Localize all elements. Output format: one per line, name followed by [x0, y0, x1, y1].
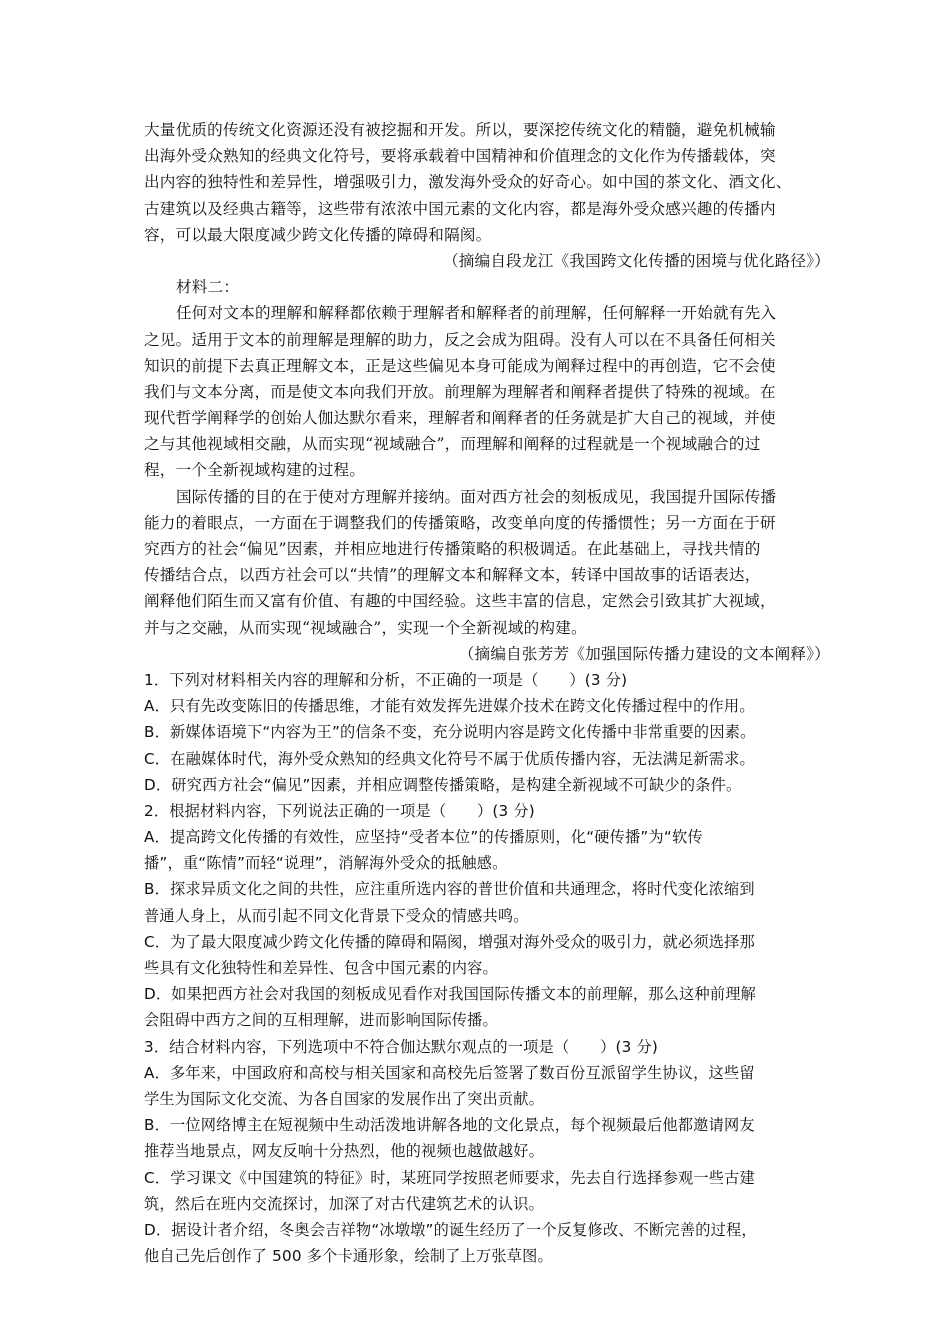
option-d: D．据设计者介绍，冬奥会吉祥物“冰墩墩”的诞生经历了一个反复修改、不断完善的过程， — [144, 1220, 757, 1239]
option-d: D．如果把西方社会对我国的刻板成见看作对我国国际传播文本的前理解，那么这种前理解 — [144, 985, 757, 1004]
text-line: 大量优质的传统文化资源还没有被挖掘和开发。所以，要深挖传统文化的精髓，避免机械输 — [144, 121, 776, 139]
option-b: B．新媒体语境下“内容为王”的信条不变，充分说明内容是跨文化传播中非常重要的因素。 — [144, 723, 756, 742]
material2-label: 材料二： — [176, 278, 240, 297]
option-c: C．在融媒体时代，海外受众熟知的经典文化符号不属于优质传播内容，无法满足新需求。 — [144, 749, 755, 768]
text-line: 任何对文本的理解和解释都依赖于理解者和解释者的前理解，任何解释一开始就有先入 — [176, 304, 777, 323]
text-line: 之与其他视域相交融，从而实现“视域融合”，而理解和阐释的过程就是一个视域融合的过 — [144, 435, 761, 454]
option-a: A．只有先改变陈旧的传播思维，才能有效发挥先进媒介技术在跨文化传播过程中的作用。 — [144, 697, 755, 716]
question-3 — [144, 1034, 830, 1270]
option-d-cont: 会阻碍中西方之间的互相理解，进而影响国际传播。 — [144, 1011, 498, 1030]
source-citation-2: （摘编自张芳芳《加强国际传播力建设的文本阐释》） — [458, 644, 830, 663]
option-b-cont: 普通人身上，从而引起不同文化背景下受众的情感共鸣。 — [144, 906, 529, 925]
option-b: B．探求异质文化之间的共性，应注重所选内容的普世价值和共通理念，将时代变化浓缩到 — [144, 880, 755, 899]
option-c-cont: 筑，然后在班内交流探讨，加深了对古代建筑艺术的认识。 — [144, 1194, 545, 1213]
question-2 — [144, 798, 830, 1034]
text-line: 程，一个全新视域构建的过程。 — [144, 461, 366, 480]
text-line: 究西方的社会“偏见”因素，并相应地进行传播策略的积极调适。在此基础上，寻找共情的 — [144, 540, 761, 558]
text-line: 容，可以最大限度减少跨文化传播的障碍和隔阂。 — [144, 225, 492, 244]
option-a: A．多年来，中国政府和高校与相关国家和高校先后签署了数百份互派留学生协议，这些留 — [144, 1063, 755, 1082]
question-1 — [144, 667, 830, 798]
text-line: 之见。适用于文本的前理解是理解的助力，反之会成为阻碍。没有人可以在不具备任何相关 — [144, 330, 776, 349]
text-line: 能力的着眼点，一方面在于调整我们的传播策略，改变单向度的传播惯性；另一方面在于研 — [144, 513, 776, 532]
source-citation-1: （摘编自段龙江《我国跨文化传播的困境与优化路径》） — [442, 251, 830, 270]
text-line: 出内容的独特性和差异性，增强吸引力，激发海外受众的好奇心。如中国的茶文化、酒文化、 — [144, 173, 792, 192]
question-stem: 2．根据材料内容，下列说法正确的一项是（ ）(3 分) — [144, 801, 535, 820]
material2-paragraph-2 — [144, 484, 830, 641]
text-line: 阐释他们陌生而又富有价值、有趣的中国经验。这些丰富的信息，定然会引致其扩大视域， — [144, 592, 776, 611]
option-b-cont: 推荐当地景点，网友反响十分热烈，他的视频也越做越好。 — [144, 1142, 545, 1161]
option-d-cont: 他自己先后创作了 500 多个卡通形象，绘制了上万张草图。 — [144, 1247, 553, 1266]
option-a: A．提高跨文化传播的有效性，应坚持“受者本位”的传播原则，化“硬传播”为“软传 — [144, 828, 703, 847]
option-c: C．学习课文《中国建筑的特征》时，某班同学按照老师要求，先去自行选择参观一些古建 — [144, 1168, 755, 1187]
text-line: 古建筑以及经典古籍等，这些带有浓浓中国元素的文化内容，都是海外受众感兴趣的传播内 — [144, 199, 776, 218]
text-line: 现代哲学阐释学的创始人伽达默尔看来，理解者和阐释者的任务就是扩大自己的视域，并使 — [144, 409, 776, 428]
text-line: 出海外受众熟知的经典文化符号，要将承载着中国精神和价值理念的文化作为传播载体，突 — [144, 147, 776, 166]
text-line: 国际传播的目的在于使对方理解并接纳。面对西方社会的刻板成见，我国提升国际传播 — [176, 487, 777, 506]
document-page — [144, 117, 830, 1269]
text-line: 传播结合点，以西方社会可以“共情”的理解文本和解释文本，转译中国故事的话语表达， — [144, 566, 761, 585]
question-stem: 3．结合材料内容，下列选项中不符合伽达默尔观点的一项是（ ）(3 分) — [144, 1037, 659, 1056]
option-a-cont: 学生为国际文化交流、为各自国家的发展作出了突出贡献。 — [144, 1089, 545, 1108]
text-line: 我们与文本分离，而是使文本向我们开放。前理解为理解者和阐释者提供了特殊的视域。在 — [144, 382, 776, 401]
option-c: C．为了最大限度减少跨文化传播的障碍和隔阂，增强对海外受众的吸引力，就必须选择那 — [144, 932, 755, 951]
option-a-cont: 播”，重“陈情”而轻“说理”，消解海外受众的抵触感。 — [144, 854, 508, 873]
option-c-cont: 些具有文化独特性和差异性、包含中国元素的内容。 — [144, 959, 498, 977]
question-stem: 1．下列对材料相关内容的理解和分析，不正确的一项是（ ）(3 分) — [144, 670, 628, 689]
text-line: 并与之交融，从而实现“视域融合”，实现一个全新视域的构建。 — [144, 618, 587, 637]
material1-paragraph — [144, 117, 830, 248]
text-line: 知识的前提下去真正理解文本，正是这些偏见本身可能成为阐释过程中的再创造，它不会使 — [144, 356, 776, 375]
material2-paragraph-1 — [144, 300, 830, 483]
option-d: D．研究西方社会“偏见”因素，并相应调整传播策略，是构建全新视域不可缺少的条件。 — [144, 775, 742, 794]
option-b: B．一位网络博主在短视频中生动活泼地讲解各地的文化景点，每个视频最后他都邀请网友 — [144, 1116, 755, 1135]
